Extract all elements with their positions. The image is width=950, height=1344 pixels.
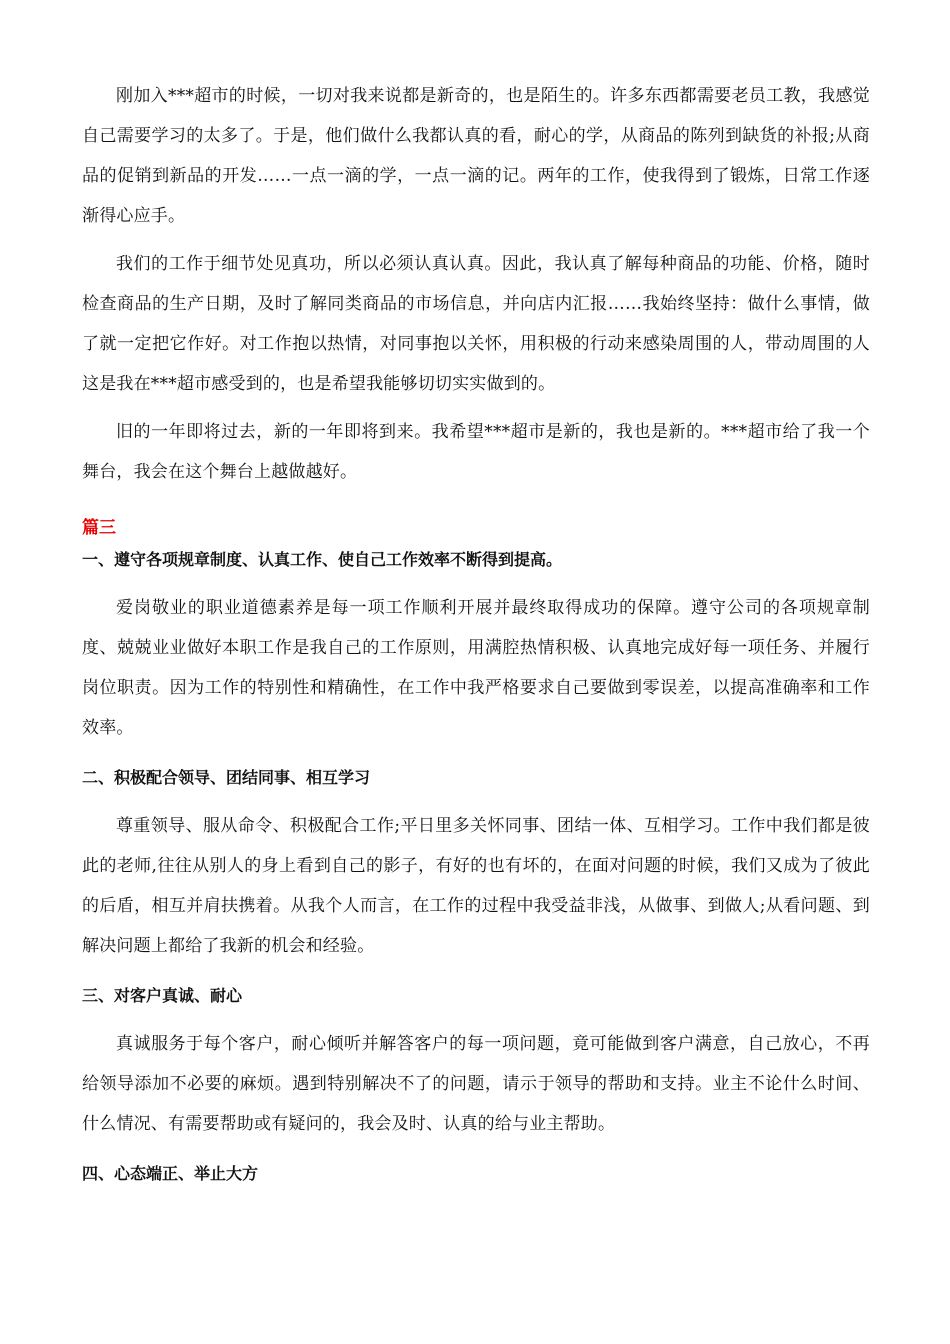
paragraph-intro: 刚加入***超市的时候，一切对我来说都是新奇的，也是陌生的。许多东西都需要老员工教，我感觉自己需要学习的太多了。于是，他们做什么我都认真的看，耐心的学，从商品的陈列到缺货的补报;从商品的促销到新品的开发……一点一滴的学，一点一滴的记。两年的工作，使我得到了锻炼，日常工作逐渐得心应手。 [82, 86, 870, 226]
heading-attitude: 四、心态端正、举止大方 [82, 1164, 259, 1183]
heading-rules: 一、遵守各项规章制度、认真工作、使自己工作效率不断得到提高。 [82, 550, 563, 569]
paragraph-rules: 爱岗敬业的职业道德素养是每一项工作顺利开展并最终取得成功的保障。遵守公司的各项规章制度、兢兢业业做好本职工作是我自己的工作原则，用满腔热情积极、认真地完成好每一项任务、并履行岗位职责。因为工作的特别性和精确性，在工作中我严格要求自己要做到零误差，以提高准确率和工作效率。 [82, 598, 870, 738]
section-title: 篇三 [82, 518, 116, 538]
document-content [82, 76, 870, 1202]
heading-customers: 三、对客户真诚、耐心 [82, 986, 243, 1005]
paragraph-details: 我们的工作于细节处见真功，所以必须认真认真。因此，我认真了解每种商品的功能、价格，随时检查商品的生产日期，及时了解同类商品的市场信息，并向店内汇报……我始终坚持：做什么事情，做了就一定把它作好。对工作抱以热情，对同事抱以关怀，用积极的行动来感染周围的人，带动周围的人这是我在***超市感受到的，也是希望我能够切切实实做到的。 [82, 254, 870, 394]
heading-teamwork: 二、积极配合领导、团结同事、相互学习 [82, 768, 371, 787]
paragraph-teamwork: 尊重领导、服从命令、积极配合工作;平日里多关怀同事、团结一体、互相学习。工作中我们都是彼此的老师,往往从别人的身上看到自己的影子，有好的也有坏的，在面对问题的时候，我们又成为了彼此的后盾，相互并肩扶携着。从我个人而言，在工作的过程中我受益非浅，从做事、到做人;从看问题、到解决问题上都给了我新的机会和经验。 [82, 816, 870, 956]
paragraph-new-year: 旧的一年即将过去，新的一年即将到来。我希望***超市是新的，我也是新的。***超市给了我一个舞台，我会在这个舞台上越做越好。 [82, 422, 870, 482]
paragraph-customers: 真诚服务于每个客户，耐心倾听并解答客户的每一项问题，竟可能做到客户满意，自己放心，不再给领导添加不必要的麻烦。遇到特别解决不了的问题，请示于领导的帮助和支持。业主不论什么时间、什么情况、有需要帮助或有疑问的，我会及时、认真的给与业主帮助。 [82, 1034, 870, 1134]
